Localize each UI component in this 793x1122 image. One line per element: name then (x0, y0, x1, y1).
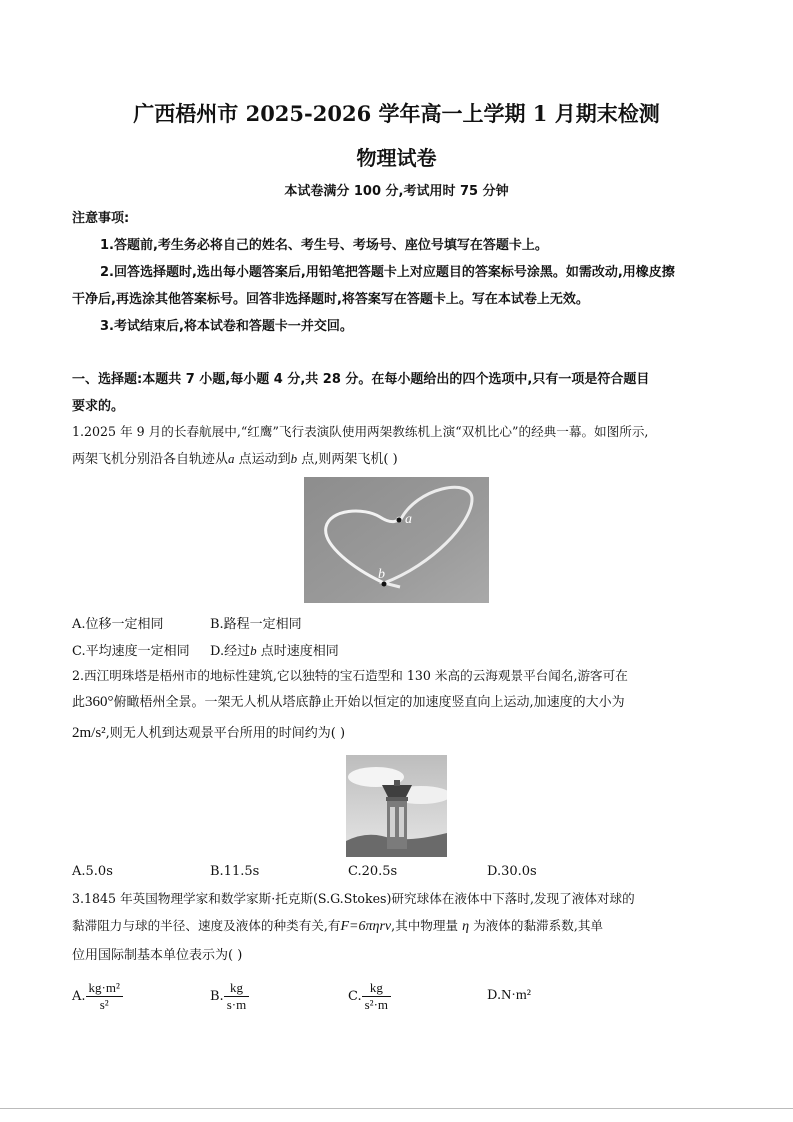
q3-line-2-mid: ,其中物理量 (391, 918, 459, 933)
q2-line-2-post: 俯瞰梧州全景。一架无人机从塔底静止开始以恒定的加速度竖直向上运动,加速度的大小为 (113, 695, 625, 710)
q3-option-b-numerator: kg (224, 980, 250, 997)
sky-background (304, 477, 489, 603)
q1-option-a: A.位移一定相同 (72, 617, 164, 632)
q2-acceleration: 2m/s² (72, 725, 106, 741)
q3-option-a (72, 980, 123, 1013)
q3-line-1: 3.1845 年英国物理学家和数学家斯·托克斯(S.G.Stokes)研究球体在液体中下落时,发现了液体对球的 (72, 891, 635, 906)
section-1-line-2: 要求的。 (72, 399, 125, 414)
q3-eta-symbol: η (462, 919, 470, 934)
q3-line-2 (72, 912, 603, 940)
q3-option-a-label: A. (72, 989, 86, 1004)
q2-line-1: 2.西江明珠塔是梧州市的地标性建筑,它以独特的宝石造型和 130 米高的云海观景平台闻名,游客可在 (72, 668, 628, 683)
q3-option-b-fraction (224, 980, 250, 1013)
q2-option-a: A.5.0s (72, 864, 113, 879)
q3-option-b-label: B. (210, 989, 224, 1004)
q2-option-c: C.20.5s (348, 864, 398, 879)
notice-heading: 注意事项: (72, 211, 130, 226)
q3-stokes-formula: F=6πηrv (340, 919, 392, 934)
score-info: 本试卷满分 100 分,考试用时 75 分钟 (284, 184, 509, 199)
q1-var-b: b (290, 451, 298, 466)
q1-option-d (210, 640, 339, 659)
q1-option-d-post: 点时速度相同 (256, 644, 339, 659)
section-1-line-1: 一、选择题:本题共 7 小题,每小题 4 分,共 28 分。在每小题给出的四个选项中,只有一项是符合题目 (72, 372, 650, 387)
q1-line-2-part-3: 点,则两架飞机( ) (297, 452, 398, 467)
q2-line-2 (72, 689, 625, 716)
q3-line-3: 位用国际制基本单位表示为( ) (72, 948, 243, 963)
q1-option-d-pre: D.经过 (210, 644, 251, 659)
q3-option-c-fraction (362, 980, 391, 1013)
q1-option-d-var: b (250, 643, 257, 658)
page-bottom-border (0, 1108, 793, 1109)
q2-line-3 (72, 720, 345, 747)
notice-item-2-line-1: 2.回答选择题时,选出每小题答案后,用铅笔把答题卡上对应题目的答案标号涂黑。如需改动,用橡皮擦 (100, 265, 675, 280)
q3-option-c-denominator: s²·m (364, 997, 389, 1012)
q3-option-b-denominator: s·m (226, 997, 247, 1012)
tower-opening-left (390, 807, 395, 837)
tower-opening-right (399, 807, 404, 837)
exam-subject: 物理试卷 (356, 146, 437, 170)
q3-option-c (348, 980, 391, 1013)
q3-option-c-numerator: kg (362, 980, 391, 997)
q3-line-2-post: 为液体的黏滞系数,其单 (473, 918, 604, 933)
q2-option-d: D.30.0s (487, 864, 537, 879)
q3-option-b (210, 980, 249, 1013)
tower-photo (346, 755, 447, 857)
q1-var-a: a (228, 451, 235, 466)
tower-deck (386, 797, 408, 801)
notice-item-1: 1.答题前,考生务必将自己的姓名、考生号、考场号、座位号填写在答题卡上。 (100, 238, 548, 253)
exam-title: 广西梧州市 2025-2026 学年高一上学期 1 月期末检测 (133, 101, 660, 126)
q2-line-2-pre: 此 (72, 695, 86, 710)
point-b-label: b (378, 567, 385, 582)
tower-cap (394, 780, 400, 786)
q1-line-2 (72, 445, 398, 473)
heart-trail-figure (304, 477, 489, 603)
q1-option-b: B.路程一定相同 (210, 617, 302, 632)
q3-option-c-label: C. (348, 989, 362, 1004)
q2-360-degree: 360° (85, 694, 114, 710)
q3-option-d-math: N·m² (501, 988, 531, 1003)
point-a-label: a (405, 512, 412, 527)
q3-line-2-pre: 黏滞阻力与球的半径、速度及液体的种类有关,有 (72, 918, 341, 933)
q2-line-3-post: ,则无人机到达观景平台所用的时间约为( ) (105, 726, 346, 741)
q3-option-a-denominator: s² (99, 997, 109, 1012)
point-a-marker (397, 518, 402, 523)
notice-item-2-line-2: 干净后,再选涂其他答案标号。回答非选择题时,将答案写在答题卡上。写在本试卷上无效。 (72, 292, 589, 307)
q3-option-a-numerator: kg·m² (86, 980, 123, 997)
q1-option-c: C.平均速度一定相同 (72, 644, 190, 659)
q2-option-b: B.11.5s (210, 864, 260, 879)
notice-item-3: 3.考试结束后,将本试卷和答题卡一并交回。 (100, 319, 353, 334)
q1-line-2-part-1: 两架飞机分别沿各自轨迹从 (72, 452, 229, 467)
q3-option-d-label: D. (487, 988, 502, 1003)
point-b-marker (382, 582, 387, 587)
q3-option-a-fraction (86, 980, 123, 1013)
q3-option-d (487, 988, 531, 1004)
q1-line-2-part-2: 点运动到 (234, 452, 291, 467)
q1-line-1: 1.2025 年 9 月的长春航展中,“红鹰”飞行表演队使用两架教练机上演“双机比心”的经典一幕。如图所示, (72, 424, 649, 439)
